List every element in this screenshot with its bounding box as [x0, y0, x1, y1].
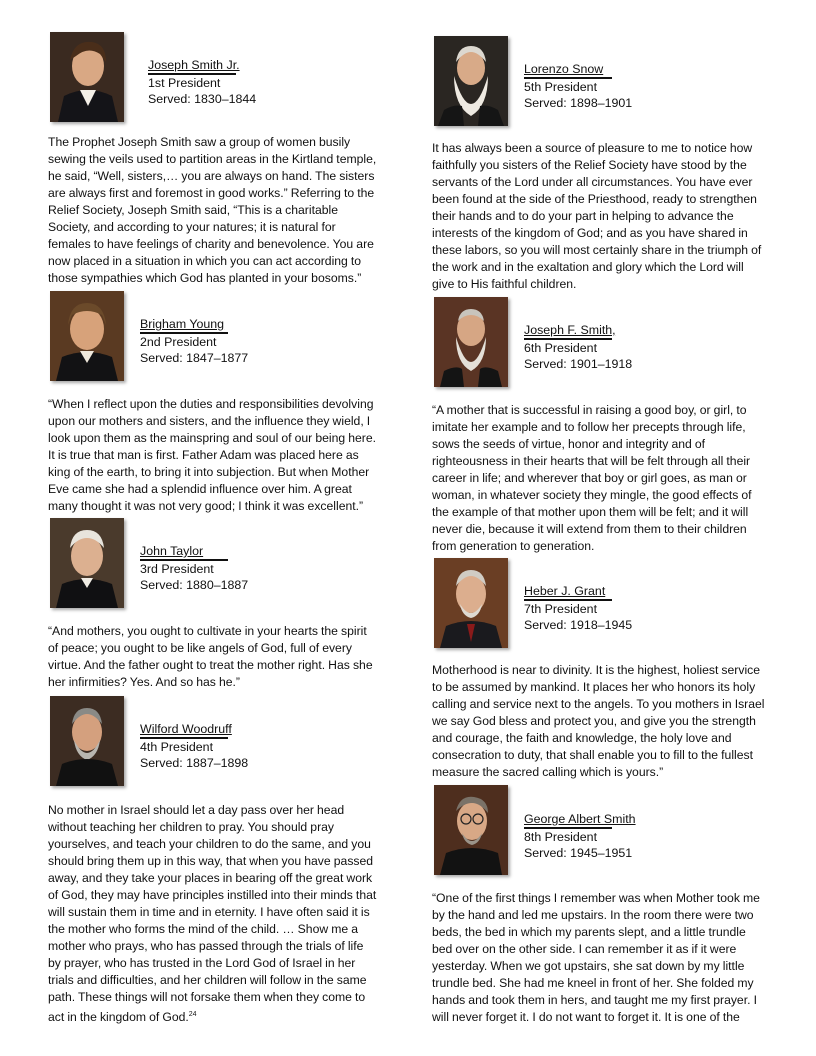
president-info-7 [524, 583, 632, 634]
quote-george-albert-smith: “One of the first things I remember was when Mother took me by the hand and led me upstairs. In the room there were two beds, the bed in which my parents slept, and a little trundle bed over on the other side. I can remember it as if it were yesterday. When we got upstairs, she sat down by my little trundle bed. She had me kneel in front of her. She folded my hands and took them in hers, and taught me my first prayer. I will never forget it. I do not want to forget it. It is one of the [432, 891, 760, 1024]
quote-lorenzo-snow: It has always been a source of pleasure to me to notice how faithfully you sisters of the Relief Society have stood by the servants of the Lord under all circumstances. You have ever been found at the side of the Priesthood, ready to strengthen their hands and to do your part in helping to advance the interests of the kingdom of God; and as you have shared in these labors, so you will most certainly share in the triumph of the work and in the exaltation and glory which the Lord will give to His faithful children. [432, 141, 762, 291]
president-served: Served: 1901–1918 [524, 357, 633, 371]
quote-joseph-smith-jr: The Prophet Joseph Smith saw a group of women busily sewing the veils used to partition areas in the Kirtland temple, he said, “Well, sisters,… you are always on hand. The sisters are always first and foremost in good works.” Referring to the Relief Society, Joseph Smith said, “This is a charitable Society, and according to your natures; it is natural for females to have feelings of charity and benevolence. You are now placed in a situation in which you can act according to those sympathies which God has planted in your bosoms.” [48, 135, 377, 285]
quote-john-taylor: “And mothers, you ought to cultivate in your hearts the spirit of peace; you ought to be like angels of God, full of every virtue. And the father ought to treat the mother right. Has she her infirmities? Yes. And so has he.” [48, 624, 373, 689]
president-office: 3rd President [140, 561, 214, 576]
president-served: Served: 1830–1844 [148, 92, 257, 106]
president-served: Served: 1847–1877 [140, 351, 249, 365]
president-name: Joseph F. Smith, [524, 322, 632, 340]
portrait-joseph-smith-jr [50, 32, 124, 122]
president-office: 8th President [524, 829, 598, 844]
quote-joseph-f-smith: “A mother that is successful in raising a good boy, or girl, to imitate her example and to follow her precepts through life, sows the seeds of virtue, honor and integrity and of righteousness in their hearts that will be felt through all their career in life; and wherever that boy or girl goes, as man or woman, in whatever society they mingle, the good effects of the example of that mother upon them will be felt; and it will never die, because it will extend from them to their children from generation to generation. [432, 403, 752, 553]
president-info-1 [148, 57, 256, 108]
president-info-4 [140, 721, 248, 772]
president-name: Joseph Smith Jr. [148, 57, 256, 75]
president-served: Served: 1898–1901 [524, 96, 633, 110]
president-name: Brigham Young [140, 316, 248, 334]
portrait-george-albert-smith [434, 785, 508, 875]
portrait-wilford-woodruff [50, 696, 124, 786]
president-office: 1st President [148, 75, 221, 90]
president-info-5 [524, 61, 632, 112]
president-served: Served: 1887–1898 [140, 756, 249, 770]
president-served: Served: 1880–1887 [140, 578, 249, 592]
portrait-lorenzo-snow [434, 36, 508, 126]
quote-brigham-young: “When I reflect upon the duties and responsibilities devolving upon our mothers and sisters, and the influence they wield, I look upon them as the mainspring and soul of our being here. It is true that man is first. Father Adam was placed here as king of the earth, to bring it into subjection. But when Mother Eve came she had a splendid influence over him. A great many thought it was not very good; I think it was excellent.” [48, 397, 377, 513]
portrait-john-taylor [50, 518, 124, 608]
portrait-heber-j-grant [434, 558, 508, 648]
president-name: John Taylor [140, 543, 248, 561]
president-name: George Albert Smith [524, 811, 636, 829]
president-info-8 [524, 811, 636, 862]
president-office: 6th President [524, 340, 598, 355]
president-name: Heber J. Grant [524, 583, 632, 601]
president-info-2 [140, 316, 248, 367]
president-office: 4th President [140, 739, 214, 754]
president-name: Wilford Woodruff [140, 721, 248, 739]
quote-wilford-woodruff [48, 802, 378, 1026]
portrait-joseph-f-smith [434, 297, 508, 387]
quote-heber-j-grant: Motherhood is near to divinity. It is the highest, holiest service to be assumed by mankind. It places her who honors its holy calling and service next to the angels. To you mothers in Israel we say God bless and protect you, and give you the strength and courage, the faith and knowledge, the holy love and consecration to duty, that shall enable you to fill to the fullest measure the sacred calling which is yours.” [432, 663, 765, 779]
president-served: Served: 1918–1945 [524, 618, 633, 632]
quote-text: No mother in Israel should let a day pass over her head without teaching her children to pray. You should pray yourselves, and teach your children to do the same, and you should bring them up in this way, that when you have passed away, and they take your places in bearing off the great work of God, they may have principles instilled into their minds that will sustain them in time and in eternity. I have often said it is the mother who forms the mind of the child. … Show me a mother who prays, who has passed through the trials of life by prayer, who has trusted in the Lord God of Israel in her trials and difficulties, and her children will follow in the same path. These things will not forsake them when they come to act in the kingdom of God. [48, 803, 377, 1025]
president-office: 2nd President [140, 334, 217, 349]
portrait-brigham-young [50, 291, 124, 381]
president-office: 5th President [524, 79, 598, 94]
president-office: 7th President [524, 601, 598, 616]
president-served: Served: 1945–1951 [524, 846, 633, 860]
president-name: Lorenzo Snow [524, 61, 632, 79]
president-info-3 [140, 543, 248, 594]
president-info-6 [524, 322, 632, 373]
footnote-ref: 24 [188, 1011, 197, 1018]
